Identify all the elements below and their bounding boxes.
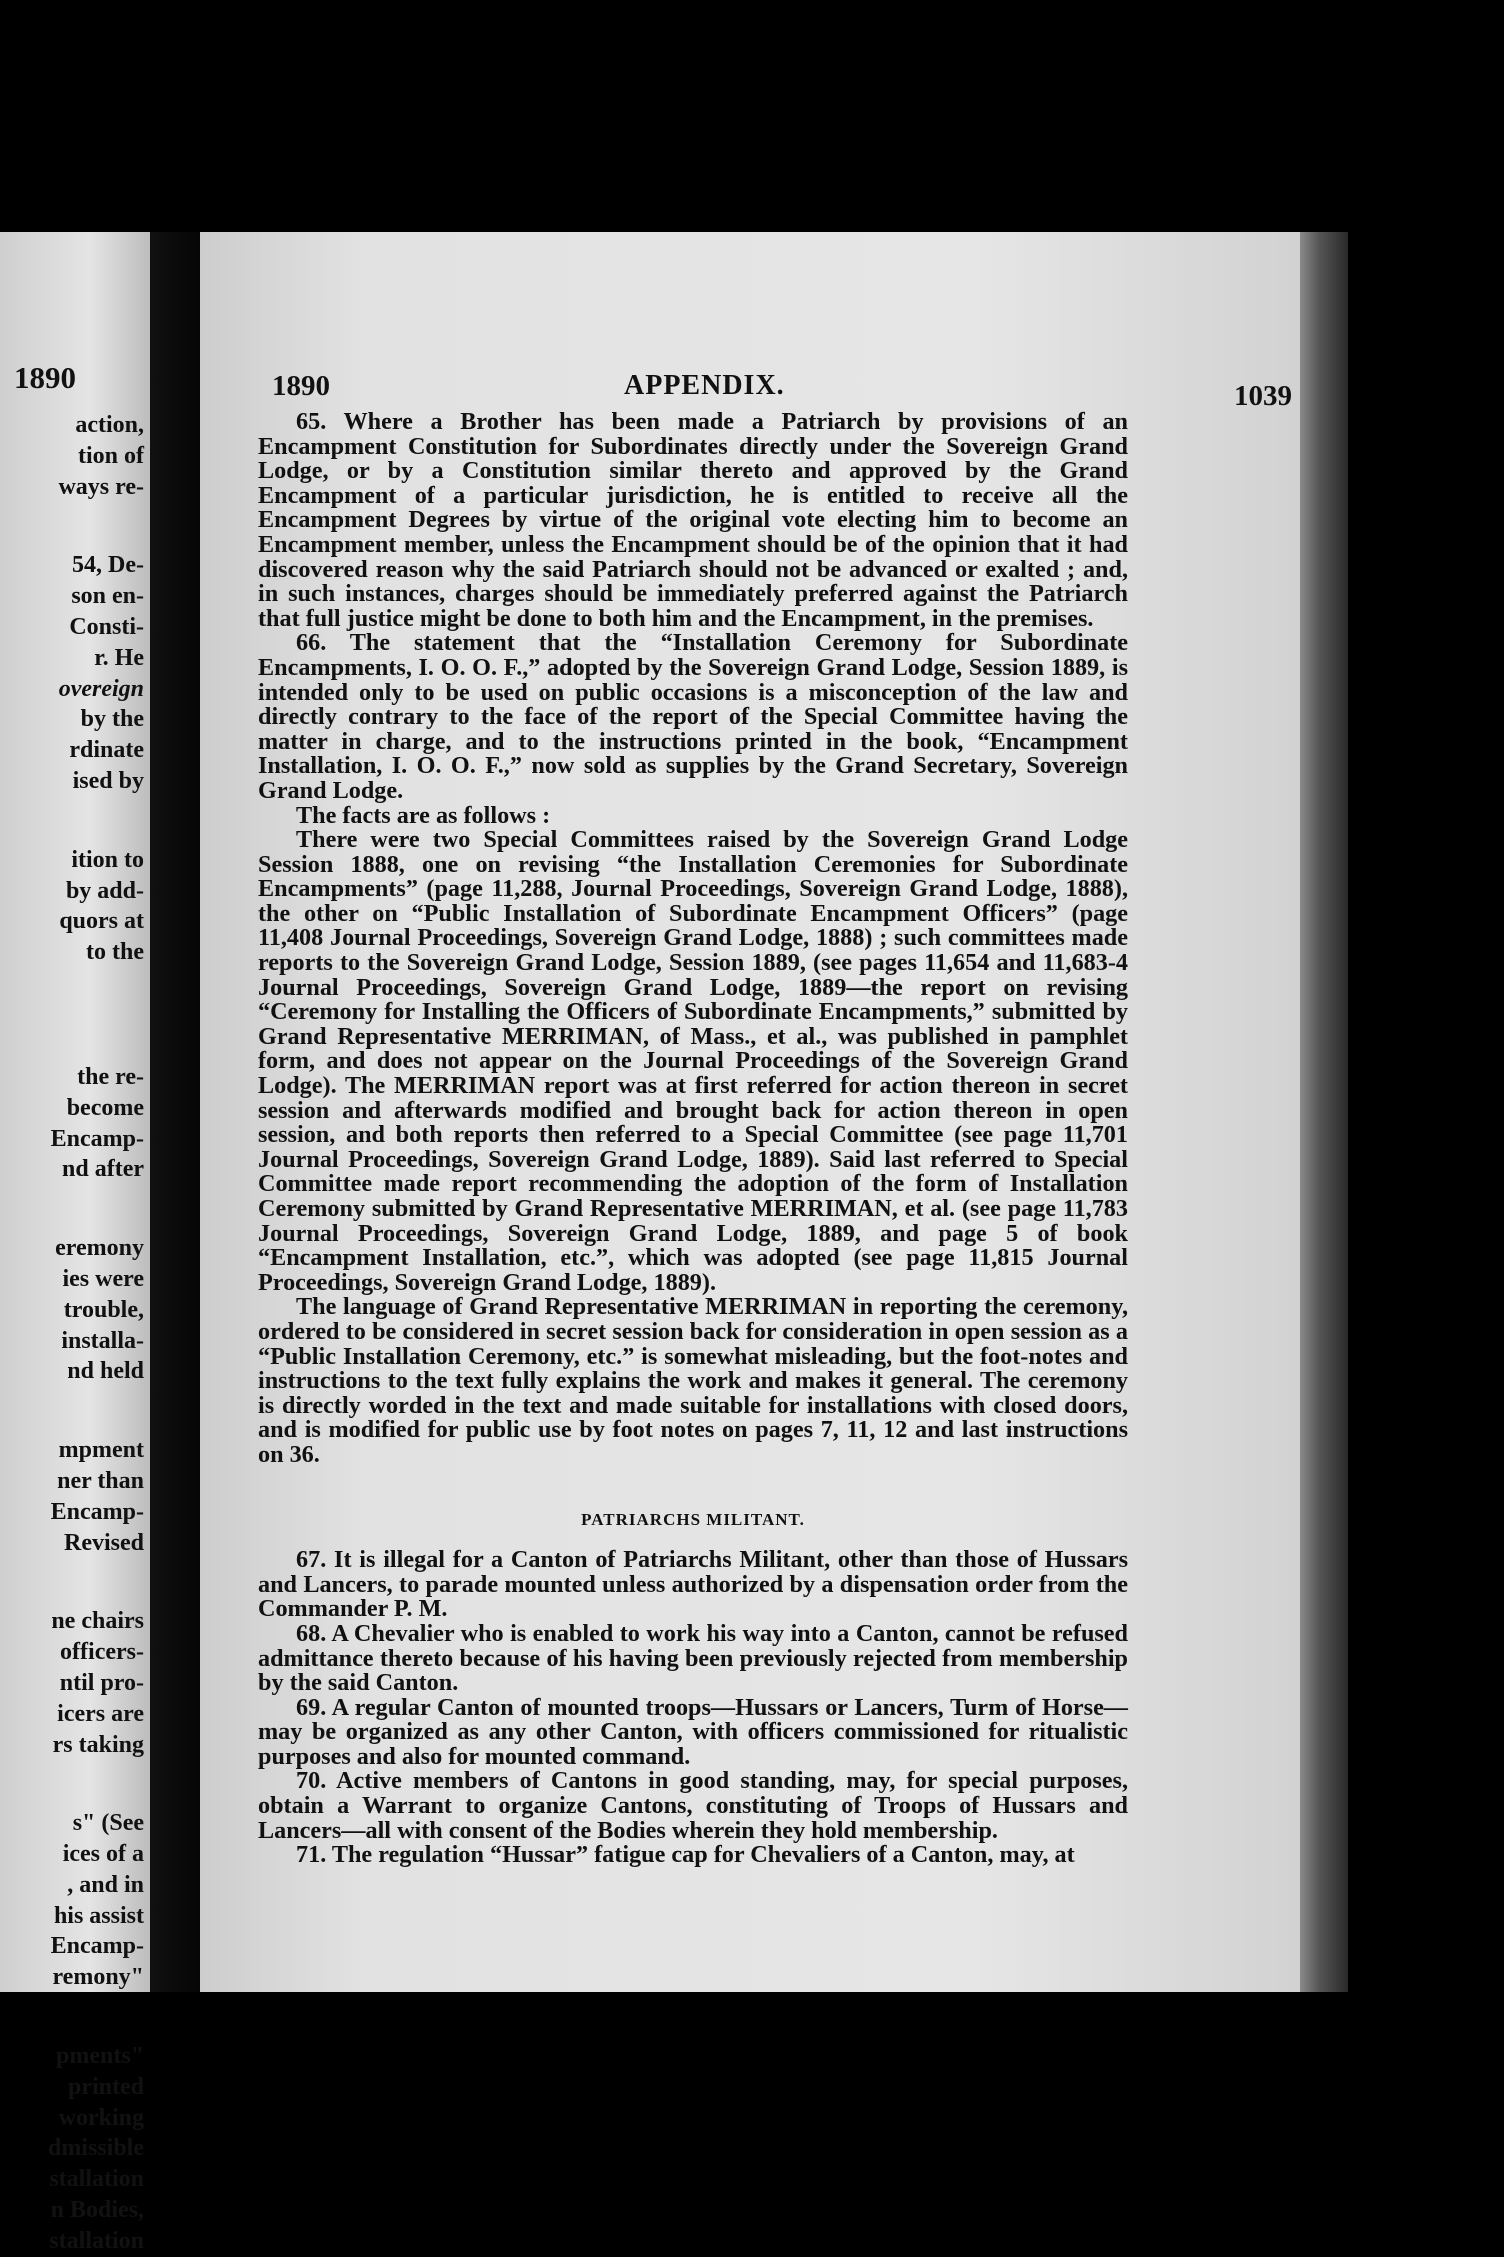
- paragraph-65: 65. Where a Brother has been made a Patriarch by provisions of an Encampment Constitution for Subordinates directly under the Sovereign Grand Lodge, or by a Constitution similar thereto and approved by the Grand Encampment of a particular jurisdiction, he is entitled to receive all the Encampment Degrees by virtue of the original vote electing him to become an Encampment member, unless the Encampment should be of the opinion that it had discovered reason why the said Patriarch should not be advanced or exalted ; and, in such instances, charges should be immediately preferred against the Patriarch that full justice might be done to both him and the Encampment, in the premises.: [258, 408, 1128, 632]
- paragraph-language: The language of Grand Representative MERRIMAN in reporting the ceremony, ordered to be considered in secret session back for consideration in open session as a “Public Installation Ceremony, etc.” is somewhat misleading, but the foot-notes and instructions to the text fully explains the work and makes it general. The ceremony is directly worded in the text and made suitable for installations with closed doors, and is modified for public use by foot notes on pages 7, 11, 12 and last instructions on 36.: [258, 1293, 1128, 1468]
- left-line: mpment: [58, 1437, 144, 1464]
- book-gutter: [150, 232, 200, 1992]
- left-line: printed: [67, 2073, 144, 2100]
- page-edge-shadow: [1300, 232, 1348, 1992]
- left-line: rdinate: [69, 737, 144, 764]
- paragraph-70: 70. Active members of Cantons in good standing, may, for special purposes, obtain a Warrant to organize Cantons, constituting of Troops of Hussars and Lancers—all with consent of the Bodies wherein they hold membership.: [258, 1767, 1128, 1844]
- page-body: [258, 410, 1128, 1868]
- left-line: Revised: [64, 1529, 144, 1556]
- left-line: s" (See: [72, 1810, 144, 1837]
- paragraph-67: 67. It is illegal for a Canton of Patriarchs Militant, other than those of Hussars and Lancers, to parade mounted unless authorized by a dispensation order from the Commander P. M.: [258, 1546, 1128, 1623]
- left-line: Encamp-: [50, 1125, 144, 1152]
- left-line: by add-: [65, 877, 144, 904]
- left-line: nd held: [67, 1358, 144, 1385]
- left-line: Encamp-: [50, 1933, 144, 1960]
- running-head-title: APPENDIX.: [624, 370, 785, 401]
- left-line: 54, De-: [72, 552, 144, 579]
- left-line: Consti-: [69, 613, 144, 640]
- paragraph-facts: The facts are as follows :: [296, 801, 551, 829]
- left-line: by the: [80, 706, 144, 733]
- left-line: the re-: [77, 1063, 144, 1090]
- left-line: to the: [86, 939, 144, 966]
- facing-left-page: [0, 232, 150, 2254]
- left-line: n Bodies,: [50, 2197, 144, 2224]
- left-line: quors at: [59, 908, 144, 935]
- left-line: stallation: [49, 2227, 144, 2254]
- right-page: [200, 232, 1300, 1992]
- left-line: installa-: [61, 1327, 144, 1354]
- paragraph-71: 71. The regulation “Hussar” fatigue cap for Chevaliers of a Canton, may, at: [296, 1841, 1075, 1869]
- left-line: stallation: [49, 2166, 144, 2193]
- running-head: [272, 370, 1292, 410]
- left-line: Encamp-: [50, 1498, 144, 1525]
- left-line: ies were: [62, 1265, 144, 1292]
- left-line: r. He: [94, 644, 144, 671]
- left-line: pments": [56, 2043, 144, 2070]
- left-line: ways re-: [58, 473, 144, 500]
- left-line: son en-: [71, 583, 144, 610]
- left-line: his assist: [53, 1902, 144, 1929]
- left-line: officers-: [60, 1639, 144, 1666]
- running-head-year: 1890: [272, 370, 330, 402]
- page-number: 1039: [1234, 380, 1292, 412]
- left-line: ntil pro-: [59, 1669, 144, 1696]
- left-line: , and in: [67, 1871, 144, 1898]
- left-line: action,: [75, 412, 144, 438]
- paragraph-69: 69. A regular Canton of mounted troops—Hussars or Lancers, Turm of Horse—may be organized as any other Canton, with officers commissioned for ritualistic purposes and also for mounted command.: [258, 1693, 1128, 1770]
- left-line: ices of a: [62, 1841, 144, 1868]
- left-page-year: 1890: [14, 360, 76, 395]
- paragraph-68: 68. A Chevalier who is enabled to work his way into a Canton, cannot be refused admittance thereto because of his having been previously rejected from membership by the said Canton.: [258, 1619, 1128, 1697]
- paragraph-66: 66. The statement that the “Installation Ceremony for Subordinate Encampments, I. O. O. F.,” adopted by the Sovereign Grand Lodge, Session 1889, is intended only to be used on public occasions is a misconception of the law and directly contrary to the face of the report of the Special Committee having the matter in charge, and to the instructions printed in the book, “Encampment Installation, I. O. O. F.,” now sold as supplies by the Grand Secretary, Sovereign Grand Lodge.: [258, 629, 1128, 804]
- section-heading: PATRIARCHS MILITANT.: [581, 1509, 805, 1529]
- left-line: ised by: [72, 767, 144, 794]
- left-line: rs taking: [52, 1731, 144, 1758]
- left-line: ner than: [57, 1467, 144, 1494]
- left-line: eremony: [55, 1235, 144, 1262]
- left-line: trouble,: [63, 1296, 144, 1323]
- left-line: dmissible: [47, 2135, 144, 2162]
- left-line: overeign: [58, 675, 144, 702]
- left-line: become: [66, 1094, 144, 1121]
- left-line: ition to: [71, 846, 144, 873]
- left-line: ne chairs: [51, 1608, 144, 1635]
- left-page-text-fragments: [0, 410, 148, 2257]
- left-line: remony": [52, 1964, 144, 1991]
- paragraph-committees: There were two Special Committees raised by the Sovereign Grand Lodge Session 1888, one on revising “the Installation Ceremonies for Subordinate Encampments” (page 11,288, Journal Proceedings, Sovereign Grand Lodge, 1888), the other on “Public Installation of Subordinate Encampment Officers” (page 11,408 Journal Proceedings, Sovereign Grand Lodge, 1888) ; such committees made reports to the Sovereign Grand Lodge, Session 1889, (see pages 11,654 and 11,683-4 Journal Proceedings, Sovereign Grand Lodge, 1889—the report on revising “Ceremony for Installing the Officers of Subordinate Encampments,” submitted by Grand Representative MERRIMAN, of Mass., et al., was published in pamphlet form, and does not appear on the Journal Proceedings of the Sovereign Grand Lodge). The MERRIMAN report was at first referred for action thereon in secret session and afterwards modified and brought back for action thereon in open session, and both reports then referred to a Special Committee (see page 11,701 Journal Proceedings, Sovereign Grand Lodge, 1889). Said last referred to Special Committee made report recommending the adoption of the form of Installation Ceremony submitted by Grand Representative MERRIMAN, et al. (see page 11,783 Journal Proceedings, Sovereign Grand Lodge, 1889, and page 5 of book “Encampment Installation, etc.”, which was adopted (see page 11,815 Journal Proceedings, Sovereign Grand Lodge, 1889).: [258, 826, 1128, 1296]
- left-line: icers are: [57, 1700, 144, 1727]
- left-line: nd after: [62, 1156, 144, 1183]
- left-line: working: [58, 2104, 144, 2131]
- left-line: tion of: [78, 442, 144, 469]
